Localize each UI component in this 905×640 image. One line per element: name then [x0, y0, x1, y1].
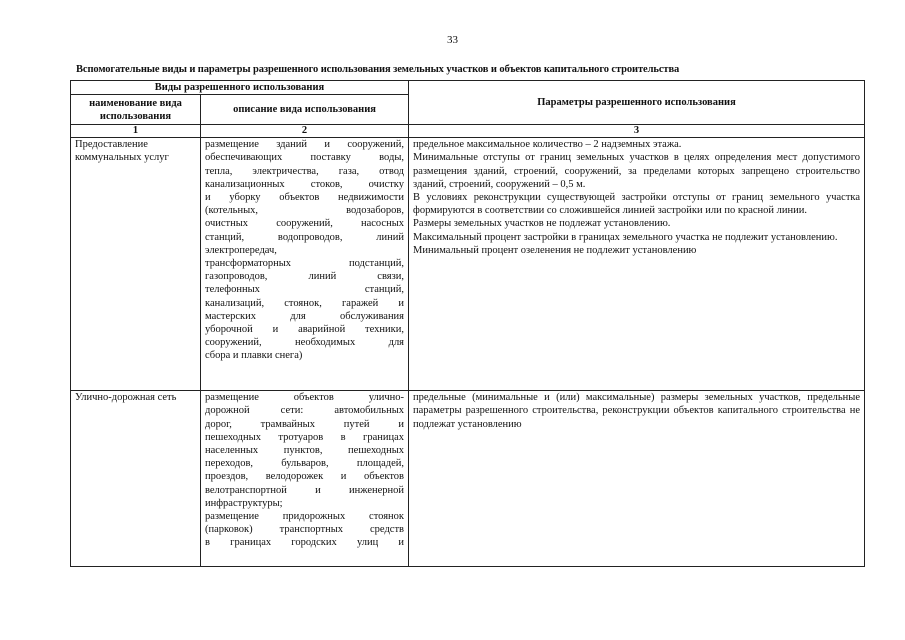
header-use-description: описание вида использования [201, 95, 409, 125]
description-line: дорожной сети: автомобильных [205, 405, 405, 417]
document-title: Вспомогательные виды и параметры разрешенного использования земельных участков и объектов капитального строительства [76, 64, 680, 75]
description-line: сооружений, необходимых для [205, 337, 405, 349]
description-line: населенных пунктов, пешеходных [205, 445, 405, 457]
description-line: размещение объектов улично- [205, 392, 405, 404]
description-line: мастерских для обслуживания [205, 310, 405, 322]
column-number-3: 3 [409, 125, 865, 138]
parameters-cell [409, 138, 865, 391]
description-line: пешеходных тротуаров в границах [205, 431, 405, 443]
header-parameters: Параметры разрешенного использования [409, 81, 865, 125]
parameter-paragraph: Размеры земельных участков не подлежат установлению. [413, 218, 671, 230]
description-line: сбора и плавки снега) [205, 350, 303, 362]
description-line: уборочной и аварийной техники, [205, 324, 405, 336]
description-line: размещение зданий и сооружений, [205, 139, 405, 151]
parameter-paragraph: В условиях реконструкции существующей застройки отступы от границ земельного участка формируются в соответствии со сложившейся линией застройки или по красной линии. [413, 192, 861, 217]
parameter-paragraph: Минимальные отступы от границ земельных участков в целях определения мест допустимого размещения зданий, строений, сооружений, за пределами которых запрещено строительство зданий, строений, сооружений – 0,5 м. [413, 152, 861, 190]
header-group-land-use-types: Виды разрешенного использования [71, 81, 409, 95]
description-line: инфраструктуры; [205, 497, 283, 509]
column-number-1: 1 [71, 125, 201, 138]
description-line: в границах городских улиц и [205, 537, 405, 549]
description-line: газопроводов, линий связи, [205, 271, 405, 283]
description-line: очистных сооружений, насосных [205, 218, 405, 230]
column-number-2: 2 [201, 125, 409, 138]
description-line: тепла, электричества, газа, отвод [205, 165, 405, 177]
parameter-paragraph: Минимальный процент озеленения не подлежит установлению [413, 244, 697, 256]
table-row [71, 391, 865, 567]
description-line: канализационных стоков, очистку [205, 178, 405, 190]
description-line: дорог, трамвайных путей и [205, 418, 405, 430]
description-line: размещение придорожных стоянок [205, 511, 405, 523]
parameter-paragraph: предельные (минимальные и (или) максимальные) размеры земельных участков, предельные параметры разрешенного строительства, реконструкции объектов капитального строительства не подлежат установлению [413, 392, 861, 430]
use-description-cell [201, 138, 409, 391]
description-line: канализаций, стоянок, гаражей и [205, 297, 405, 309]
description-line: (парковок) транспортных средств [205, 524, 405, 536]
use-description-cell [201, 391, 409, 567]
description-line: телефонных станций, [205, 284, 405, 296]
table-row [71, 138, 865, 391]
description-line: станций, водопроводов, линий [205, 231, 405, 243]
land-use-parameters-table [70, 80, 865, 567]
use-name-cell: Предоставление коммунальных услуг [71, 138, 201, 391]
header-use-name: наименование вида использования [71, 95, 201, 125]
description-line: обеспечивающих поставку воды, [205, 152, 405, 164]
description-line: электропередач, [205, 244, 277, 256]
parameters-cell [409, 391, 865, 567]
description-line: (котельных, водозаборов, [205, 205, 405, 217]
description-line: и уборку объектов недвижимости [205, 192, 405, 204]
parameter-paragraph: Максимальный процент застройки в границах земельного участка не подлежит установлению. [413, 231, 838, 243]
page-number: 33 [447, 34, 458, 46]
description-line: велотранспортной и инженерной [205, 484, 405, 496]
parameter-paragraph: предельное максимальное количество – 2 надземных этажа. [413, 139, 682, 151]
description-line: проездов, велодорожек и объектов [205, 471, 405, 483]
description-line: переходов, бульваров, площадей, [205, 458, 405, 470]
use-name-cell: Улично-дорожная сеть [71, 391, 201, 567]
description-line: трансформаторных подстанций, [205, 258, 405, 270]
